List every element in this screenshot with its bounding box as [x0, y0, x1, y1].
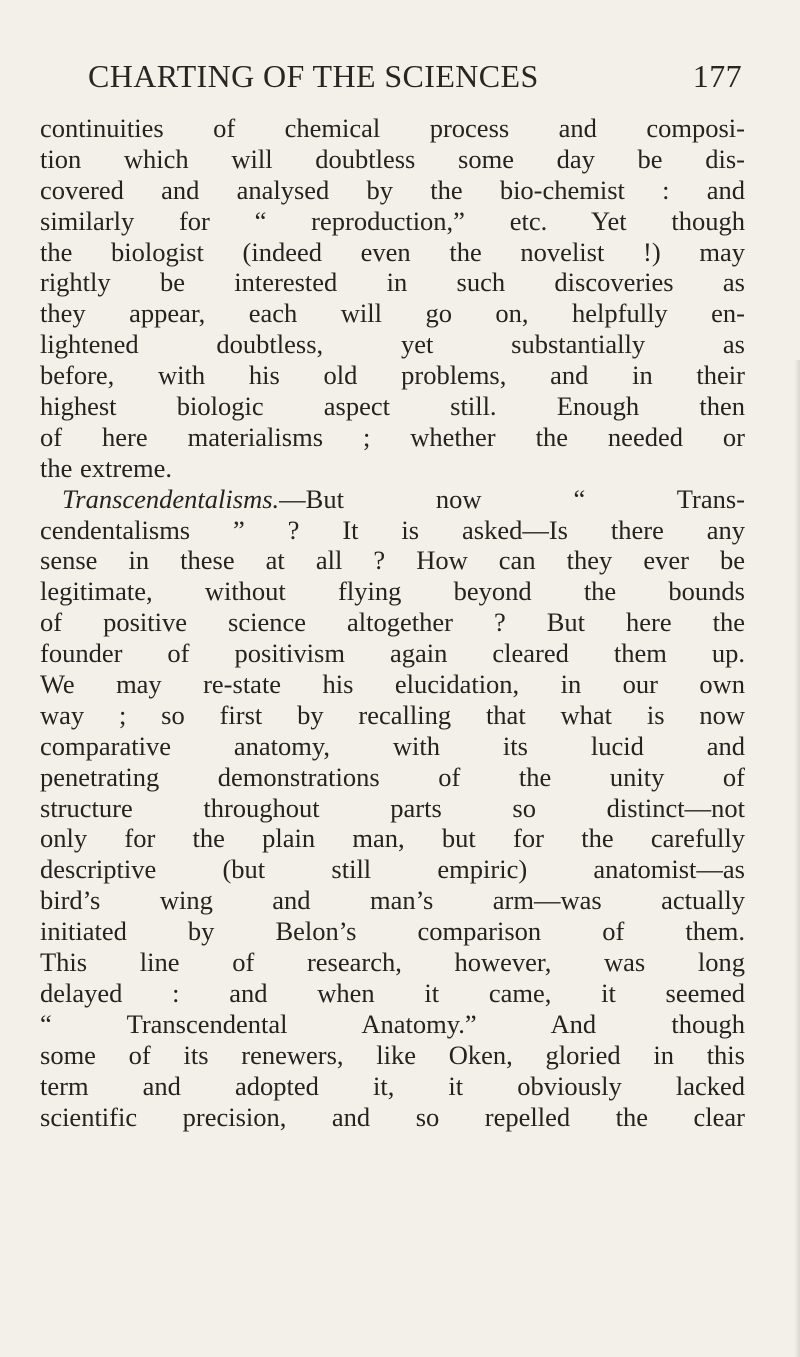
text-line: penetrating demonstrations of the unity of: [40, 761, 745, 792]
text-line: way ; so first by recalling that what is now: [40, 699, 745, 730]
text-line: initiated by Belon’s comparison of them.: [40, 916, 745, 947]
text-line: This line of research, however, was long: [40, 947, 745, 978]
text-line: bird’s wing and man’s arm—was actually: [40, 885, 745, 916]
text-line: highest biologic aspect still. Enough then: [40, 391, 745, 422]
text-line: some of its renewers, like Oken, gloried in this: [40, 1039, 745, 1070]
text-line: lightened doubtless, yet substantially as: [40, 329, 745, 360]
running-header: [88, 58, 742, 98]
text-line: the extreme.: [40, 452, 172, 483]
text-line: tion which will doubtless some day be dis-: [40, 143, 745, 174]
text-line: “ Transcendental Anatomy.” And though: [40, 1008, 745, 1039]
text-line: cendentalisms ” ? It is asked—Is there any: [40, 514, 745, 545]
text-line: rightly be interested in such discoveries as: [40, 267, 745, 298]
text-line: term and adopted it, it obviously lacked: [40, 1070, 745, 1101]
text-line: legitimate, without flying beyond the bounds: [40, 576, 745, 607]
page-edge-shadow: [794, 360, 800, 1357]
text-line: delayed : and when it came, it seemed: [40, 977, 745, 1008]
text-line: they appear, each will go on, helpfully en-: [40, 298, 745, 329]
section-heading: Transcendentalisms.: [62, 483, 280, 514]
text-line: founder of positivism again cleared them up.: [40, 638, 745, 669]
text-line: scientific precision, and so repelled the clear: [40, 1101, 745, 1132]
text-line: continuities of chemical process and composi-: [40, 113, 745, 143]
text-line: the biologist (indeed even the novelist !) may: [40, 236, 745, 267]
text-fragment: —But now “ Trans-: [279, 483, 745, 514]
paragraph-heading-line: [40, 484, 745, 515]
text-line: before, with his old problems, and in their: [40, 360, 745, 391]
running-header-title: CHARTING OF THE SCIENCES: [88, 58, 539, 94]
text-line: structure throughout parts so distinct—not: [40, 792, 745, 823]
text-line: comparative anatomy, with its lucid and: [40, 730, 745, 761]
text-line: of here materialisms ; whether the needed or: [40, 421, 745, 452]
text-line: We may re-state his elucidation, in our own: [40, 669, 745, 700]
text-line: descriptive (but still empiric) anatomist—as: [40, 854, 745, 885]
text-line: only for the plain man, but for the carefully: [40, 823, 745, 854]
page-number: 177: [692, 58, 742, 94]
text-line: of positive science altogether ? But here the: [40, 607, 745, 638]
body-text: [40, 113, 745, 1132]
text-line: sense in these at all ? How can they ever be: [40, 545, 745, 576]
text-line: covered and analysed by the bio-chemist : and: [40, 174, 745, 205]
text-line: similarly for “ reproduction,” etc. Yet though: [40, 205, 745, 236]
